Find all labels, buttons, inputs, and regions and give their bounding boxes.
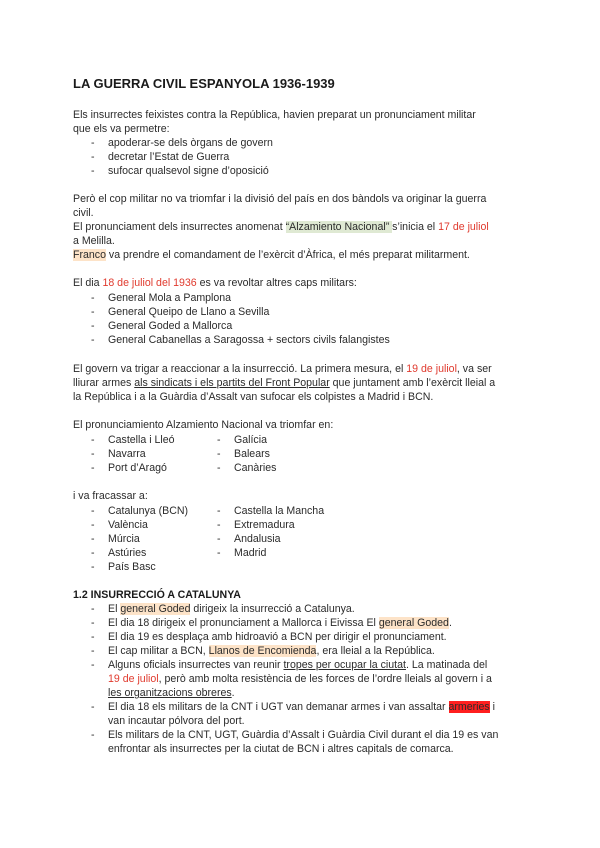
- text: va prendre el comandament de l’exèrcit d’Àfrica, el més preparat militarment.: [105, 249, 470, 261]
- list-bullet: -: [91, 547, 95, 559]
- list-item: Madrid: [234, 547, 267, 559]
- list-bullet: -: [217, 519, 221, 531]
- list-item: Balears: [234, 448, 270, 460]
- text: dirigeix la insurrecció a Catalunya.: [190, 603, 355, 615]
- underlined-text: tropes per ocupar la ciutat: [283, 659, 406, 671]
- text: es va revoltar altres caps militars:: [196, 277, 357, 289]
- text: que juntament amb l’exèrcit lleial a: [329, 377, 496, 389]
- list-item: Extremadura: [234, 519, 295, 531]
- list-item: Astúries: [108, 547, 147, 559]
- list-bullet: -: [91, 617, 95, 629]
- list-item: General Cabanellas a Saragossa + sectors civils falangistes: [108, 334, 390, 346]
- list-item: Andalusia: [234, 533, 281, 545]
- list-item: Catalunya (BCN): [108, 505, 189, 517]
- text: s’inicia el: [392, 221, 439, 233]
- list-bullet: -: [217, 533, 221, 545]
- list-item: decretar l’Estat de Guerra: [108, 151, 230, 163]
- list-item: El dia 19 es desplaça amb hidroavió a BCN per dirigir el pronunciament.: [108, 631, 447, 643]
- text: lliurar armes: [73, 377, 135, 389]
- list-bullet: -: [91, 645, 95, 657]
- list-bullet: -: [91, 334, 95, 346]
- underlined-text: les organitzacions obreres: [108, 687, 232, 699]
- list-item: València: [108, 519, 148, 531]
- list-bullet: -: [91, 448, 95, 460]
- text: i: [489, 701, 496, 713]
- list-item: Port d’Aragó: [108, 462, 167, 474]
- list-bullet: -: [91, 561, 95, 573]
- list-item: [108, 602, 355, 616]
- text: El pronunciament dels insurrectes anomenat: [73, 221, 286, 233]
- list-item: [108, 616, 452, 630]
- text: El dia 18 dirigeix el pronunciament a Mallorca i Eivissa El: [108, 617, 379, 629]
- highlight-armeries: armeries: [448, 701, 490, 713]
- underlined-text: als sindicats i els partits del Front Popular: [134, 377, 330, 389]
- text: , era lleial a la República.: [316, 645, 435, 657]
- list-bullet: -: [91, 533, 95, 545]
- list-bullet: -: [217, 547, 221, 559]
- list-item: [108, 700, 495, 714]
- list-item: sufocar qualsevol signe d’oposició: [108, 165, 269, 177]
- text: Alguns oficials insurrectes van reunir: [108, 659, 284, 671]
- highlight-goded: general Goded: [378, 617, 449, 629]
- text: , però amb molta resistència de les forces de l’ordre lleials al govern i a: [158, 673, 492, 685]
- date-highlight: 17 de juliol: [438, 221, 489, 233]
- paragraph: civil.: [73, 207, 94, 219]
- paragraph: [73, 376, 495, 390]
- text: El cap militar a BCN,: [108, 645, 209, 657]
- list-bullet: -: [91, 306, 95, 318]
- list-item: Galícia: [234, 434, 267, 446]
- list-bullet: -: [91, 165, 95, 177]
- list-item: General Mola a Pamplona: [108, 292, 232, 304]
- date-highlight: 19 de juliol: [108, 673, 159, 685]
- list-item: Castella i Lleó: [108, 434, 175, 446]
- highlight-alzamiento: “Alzamiento Nacional”: [285, 221, 393, 233]
- list-item: Múrcia: [108, 533, 140, 545]
- paragraph: Els insurrectes feixistes contra la República, havien preparat un pronunciament militar: [73, 109, 476, 121]
- list-bullet: -: [91, 603, 95, 615]
- list-bullet: -: [91, 701, 95, 713]
- paragraph: [73, 248, 470, 262]
- list-bullet: -: [91, 505, 95, 517]
- list-item-continuation: van incautar pólvora del port.: [108, 715, 245, 727]
- paragraph: i va fracassar a:: [73, 490, 148, 502]
- list-bullet: -: [91, 434, 95, 446]
- text: El: [108, 603, 121, 615]
- text: El govern va trigar a reaccionar a la insurrecció. La primera mesura, el: [73, 363, 407, 375]
- list-bullet: -: [91, 292, 95, 304]
- text: , va ser: [456, 363, 492, 375]
- list-item: General Queipo de Llano a Sevilla: [108, 306, 270, 318]
- list-bullet: -: [91, 519, 95, 531]
- list-bullet: -: [91, 729, 95, 741]
- paragraph: Però el cop militar no va triomfar i la divisió del país en dos bàndols va originar la guerra: [73, 193, 487, 205]
- list-bullet: -: [217, 462, 221, 474]
- list-bullet: -: [91, 137, 95, 149]
- paragraph: [73, 362, 492, 376]
- paragraph: a Melilla.: [73, 235, 115, 247]
- list-bullet: -: [91, 462, 95, 474]
- list-item: Canàries: [234, 462, 277, 474]
- list-item: País Basc: [108, 561, 156, 573]
- list-item: [108, 658, 487, 672]
- text: .: [448, 617, 452, 629]
- text: El dia: [73, 277, 103, 289]
- paragraph: El pronunciamiento Alzamiento Nacional va triomfar en:: [73, 419, 334, 431]
- list-bullet: -: [217, 434, 221, 446]
- list-item-continuation: enfrontar als insurrectes per la ciutat de BCN i altres capitals de comarca.: [108, 743, 454, 755]
- list-bullet: -: [217, 448, 221, 460]
- list-item: Els militars de la CNT, UGT, Guàrdia d’Assalt i Guàrdia Civil durant el dia 19 es van: [108, 729, 499, 741]
- list-item: Navarra: [108, 448, 146, 460]
- highlight-llanos: Llanos de Encomienda: [208, 645, 317, 657]
- text: .: [231, 687, 235, 699]
- page-title: LA GUERRA CIVIL ESPANYOLA 1936-1939: [73, 76, 335, 91]
- list-bullet: -: [91, 631, 95, 643]
- paragraph: que els va permetre:: [73, 123, 170, 135]
- list-item: General Goded a Mallorca: [108, 320, 233, 332]
- text: . La matinada del: [405, 659, 488, 671]
- date-highlight: 18 de juliol del 1936: [102, 277, 197, 289]
- paragraph: [73, 276, 357, 290]
- paragraph: la República i a la Guàrdia d’Assalt van sufocar els colpistes a Madrid i BCN.: [73, 391, 434, 403]
- list-item: Castella la Mancha: [234, 505, 325, 517]
- date-highlight: 19 de juliol: [406, 363, 457, 375]
- list-bullet: -: [91, 659, 95, 671]
- list-item-continuation: [108, 672, 492, 686]
- list-bullet: -: [91, 151, 95, 163]
- list-item: apoderar-se dels òrgans de govern: [108, 137, 273, 149]
- text: El dia 18 els militars de la CNT i UGT van demanar armes i van assaltar: [108, 701, 449, 713]
- highlight-goded: general Goded: [120, 603, 191, 615]
- section-heading: 1.2 INSURRECCIÓ A CATALUNYA: [73, 589, 241, 601]
- list-bullet: -: [217, 505, 221, 517]
- list-item: [108, 644, 435, 658]
- highlight-franco: Franco: [73, 249, 106, 261]
- paragraph: [73, 220, 489, 234]
- list-item-continuation: [108, 686, 235, 700]
- list-bullet: -: [91, 320, 95, 332]
